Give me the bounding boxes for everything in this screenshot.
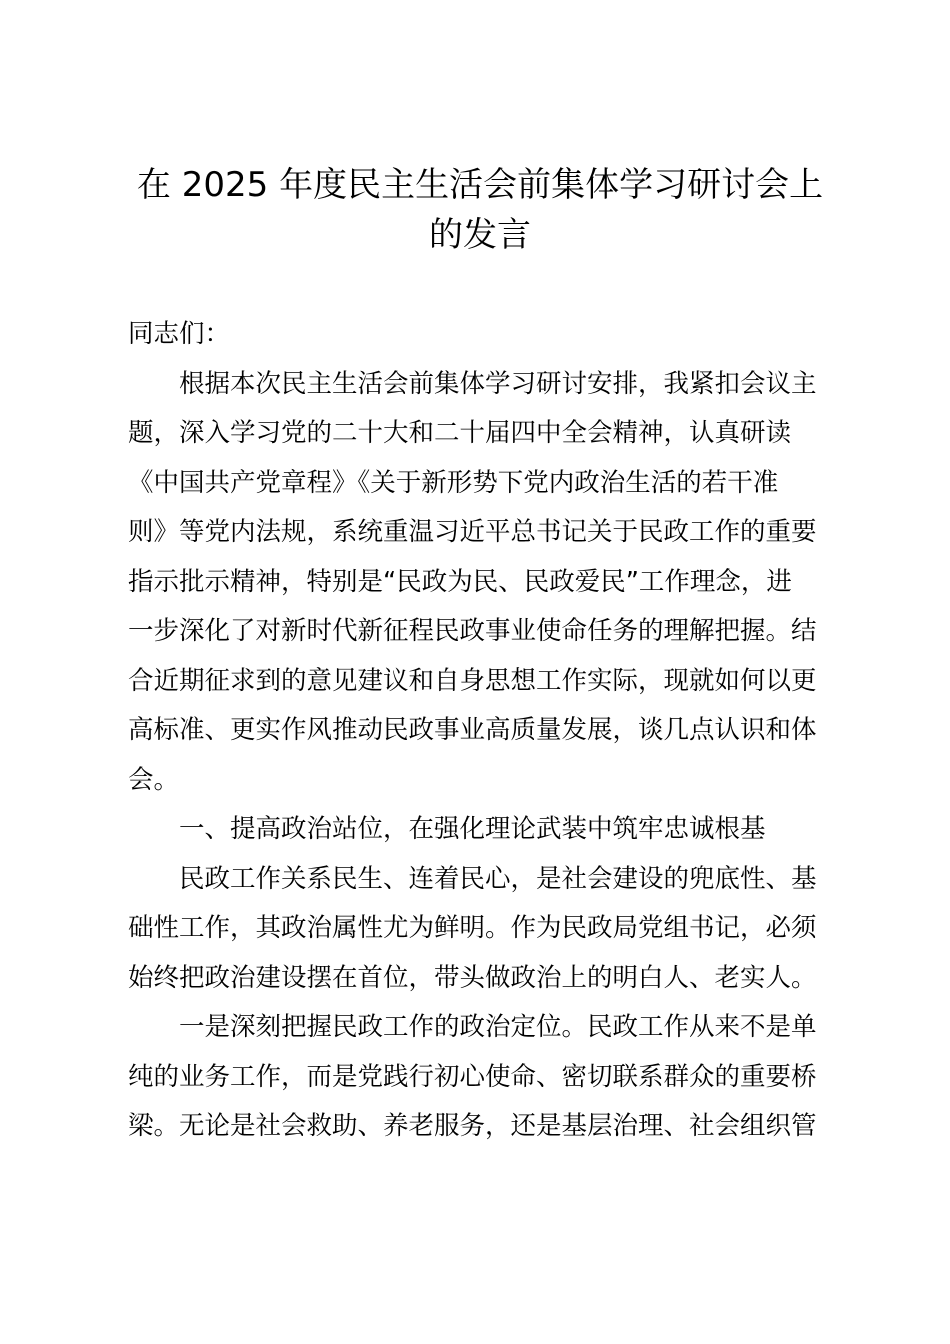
text-line: 高标准、更实作风推动民政事业高质量发展，谈几点认识和体 bbox=[128, 715, 817, 745]
text-line: 则》等党内法规，系统重温习近平总书记关于民政工作的重要 bbox=[128, 517, 817, 547]
text-line: 础性工作，其政治属性尤为鲜明。作为民政局党组书记，必须 bbox=[128, 913, 817, 943]
paragraph-intro bbox=[128, 360, 848, 806]
section-heading-1 bbox=[128, 805, 848, 855]
text-line: 纯的业务工作，而是党践行初心使命、密切联系群众的重要桥 bbox=[128, 1061, 817, 1092]
text-line: 指示批示精神，特别是“民政为民、民政爱民”工作理念，进 bbox=[128, 566, 792, 597]
paragraph-section-1-intro bbox=[128, 855, 848, 1004]
paragraph-point-1 bbox=[128, 1003, 848, 1152]
text-line: 一步深化了对新时代新征程民政事业使命任务的理解把握。结 bbox=[128, 616, 817, 646]
text-line: 《中国共产党章程》《关于新形势下党内政治生活的若干准 bbox=[128, 467, 779, 498]
text-line: 一是深刻把握民政工作的政治定位。民政工作从来不是单 bbox=[179, 1012, 817, 1042]
text-line: 始终把政治建设摆在首位，带头做政治上的明白人、老实人。 bbox=[128, 962, 817, 993]
document-body bbox=[128, 310, 848, 1152]
document-title bbox=[120, 160, 840, 260]
text-line: 合近期征求到的意见建议和自身思想工作实际，现就如何以更 bbox=[128, 665, 817, 696]
text-line: 根据本次民主生活会前集体学习研讨安排，我紧扣会议主 bbox=[179, 368, 817, 399]
title-line-1: 在 2025 年度民主生活会前集体学习研讨会上 bbox=[136, 165, 824, 205]
title-line-2: 的发言 bbox=[429, 215, 531, 255]
text-line: 梁。无论是社会救助、养老服务，还是基层治理、社会组织管 bbox=[128, 1111, 817, 1141]
text-line: 民政工作关系民生、连着民心，是社会建设的兜底性、基 bbox=[179, 863, 817, 894]
salutation: 同志们： bbox=[128, 319, 231, 349]
text-line: 题，深入学习党的二十大和二十届四中全会精神，认真研读 bbox=[128, 418, 792, 448]
text-line: 会。 bbox=[128, 764, 180, 795]
section-heading-text: 一、提高政治站位，在强化理论武装中筑牢忠诚根基 bbox=[179, 814, 766, 844]
